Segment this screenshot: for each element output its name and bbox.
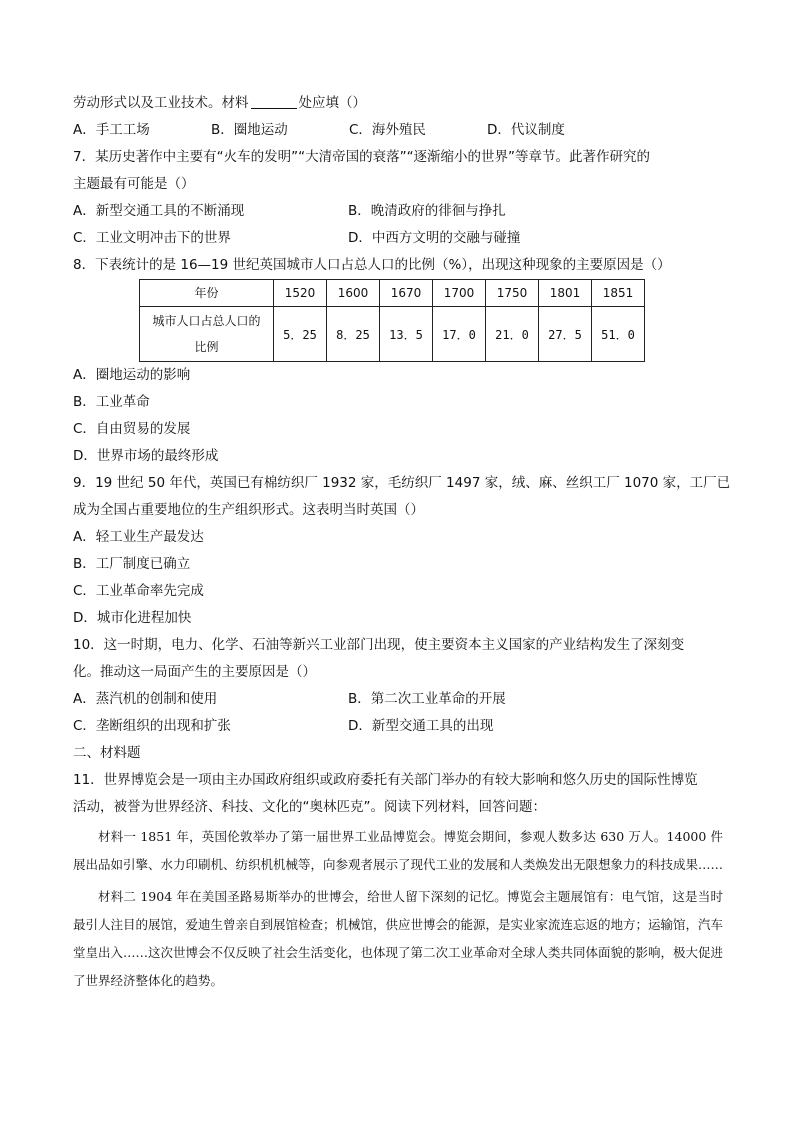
q10-options-row2 <box>73 713 723 740</box>
q8-option-b[interactable]: B．工业革命 <box>73 394 150 410</box>
q8-stem: 8．下表统计的是 16—19 世纪英国城市人口占总人口的比例（%），出现这种现象的主要原因是（） <box>73 257 671 273</box>
q6-option-b[interactable]: B．圈地运动 <box>211 122 288 138</box>
answer-blank <box>251 107 297 109</box>
q7-options-row1 <box>73 198 723 225</box>
q9-stem-line1: 9．19 世纪 50 年代，英国已有棉纺织厂 1932 家，毛纺织厂 1497 家，绒、麻、丝织工厂 1070 家，工厂已 <box>73 475 731 491</box>
material-one: 材料一 1851 年，英国伦敦举办了第一届世界工业品博览会。博览会期间，参观人数多达 630 万人。14000 件展出品如引擎、水力印刷机、纺织机机械等，向参观者展示了现代工业的发展和人类焕发出无限想象力的科技成果…… <box>73 829 724 872</box>
table-value-cell: 8．25 <box>327 307 380 362</box>
q9-stem-line2: 成为全国占重要地位的生产组织形式。这表明当时英国（） <box>73 502 424 518</box>
table-head-ratio: 城市人口占总人口的 比例 <box>140 307 274 362</box>
table-year-cell: 1750 <box>486 280 539 307</box>
q8-option-d[interactable]: D．世界市场的最终形成 <box>73 448 219 464</box>
q11-stem-line2: 活动，被誉为世界经济、科技、文化的“奥林匹克”。阅读下列材料，回答问题： <box>73 799 546 815</box>
section-title: 二、材料题 <box>73 745 141 761</box>
table-year-cell: 1600 <box>327 280 380 307</box>
q6-stem-tail: 劳动形式以及工业技术。材料 处应填（） <box>73 95 366 111</box>
population-table <box>139 279 645 362</box>
q10-options-row1 <box>73 686 723 713</box>
q10-stem-line1: 10．这一时期，电力、化学、石油等新兴工业部门出现，使主要资本主义国家的产业结构发生了深刻变 <box>73 637 685 653</box>
q11-materials <box>73 823 723 995</box>
table-value-cell: 21．0 <box>486 307 539 362</box>
table-year-cell: 1700 <box>433 280 486 307</box>
q7-option-c[interactable]: C．工业文明冲击下的世界 <box>73 230 231 246</box>
q6-option-c[interactable]: C．海外殖民 <box>349 122 426 138</box>
q10-option-d[interactable]: D．新型交通工具的出现 <box>348 718 494 734</box>
q6-option-a[interactable]: A．手工工场 <box>73 122 150 138</box>
q7-stem-line1: 7．某历史著作中主要有“火车的发明”“大清帝国的衰落”“逐渐缩小的世界”等章节。此著作研究的 <box>73 149 651 165</box>
q9-option-a[interactable]: A．轻工业生产最发达 <box>73 529 204 545</box>
q6-options <box>73 117 723 144</box>
q9-option-d[interactable]: D．城市化进程加快 <box>73 610 192 626</box>
q7-option-b[interactable]: B．晚清政府的徘徊与挣扎 <box>348 203 506 219</box>
table-year-cell: 1520 <box>274 280 327 307</box>
q9-option-b[interactable]: B．工厂制度已确立 <box>73 556 191 572</box>
table-row-years <box>140 280 645 307</box>
q9-option-c[interactable]: C．工业革命率先完成 <box>73 583 204 599</box>
exam-page <box>73 90 731 999</box>
table-value-cell: 13．5 <box>380 307 433 362</box>
table-year-cell: 1670 <box>380 280 433 307</box>
table-value-cell: 27．5 <box>539 307 592 362</box>
table-head-year: 年份 <box>140 280 274 307</box>
q8-option-a[interactable]: A．圈地运动的影响 <box>73 367 191 383</box>
q10-option-b[interactable]: B．第二次工业革命的开展 <box>348 691 506 707</box>
q7-stem-line2: 主题最有可能是（） <box>73 176 195 192</box>
q7-options-row2 <box>73 225 723 252</box>
q11-stem-line1: 11．世界博览会是一项由主办国政府组织或政府委托有关部门举办的有较大影响和悠久历史的国际性博览 <box>73 772 698 788</box>
table-value-cell: 51．0 <box>592 307 645 362</box>
q10-option-a[interactable]: A．蒸汽机的创制和使用 <box>73 691 218 707</box>
table-value-cell: 5．25 <box>274 307 327 362</box>
q10-stem-line2: 化。推动这一局面产生的主要原因是（） <box>73 664 316 680</box>
q10-option-c[interactable]: C．垄断组织的出现和扩张 <box>73 718 231 734</box>
material-two: 材料二 1904 年在美国圣路易斯举办的世博会，给世人留下深刻的记忆。博览会主题展馆有：电气馆，这是当时最引人注目的展馆，爱迪生曾亲自到展馆检查；机械馆，供应世博会的能源，是实业家流连忘返的地方；运输馆，汽车堂皇出入……这次世博会不仅反映了社会生活变化，也体现了第二次工业革命对全球人类共同体面貌的影响，极大促进了世界经济整体化的趋势。 <box>73 889 724 988</box>
q8-option-c[interactable]: C．自由贸易的发展 <box>73 421 191 437</box>
table-year-cell: 1851 <box>592 280 645 307</box>
table-value-cell: 17．0 <box>433 307 486 362</box>
q7-option-a[interactable]: A．新型交通工具的不断涌现 <box>73 203 245 219</box>
table-row-ratio <box>140 307 645 362</box>
q7-option-d[interactable]: D．中西方文明的交融与碰撞 <box>348 230 521 246</box>
table-year-cell: 1801 <box>539 280 592 307</box>
q6-option-d[interactable]: D．代议制度 <box>487 122 565 138</box>
